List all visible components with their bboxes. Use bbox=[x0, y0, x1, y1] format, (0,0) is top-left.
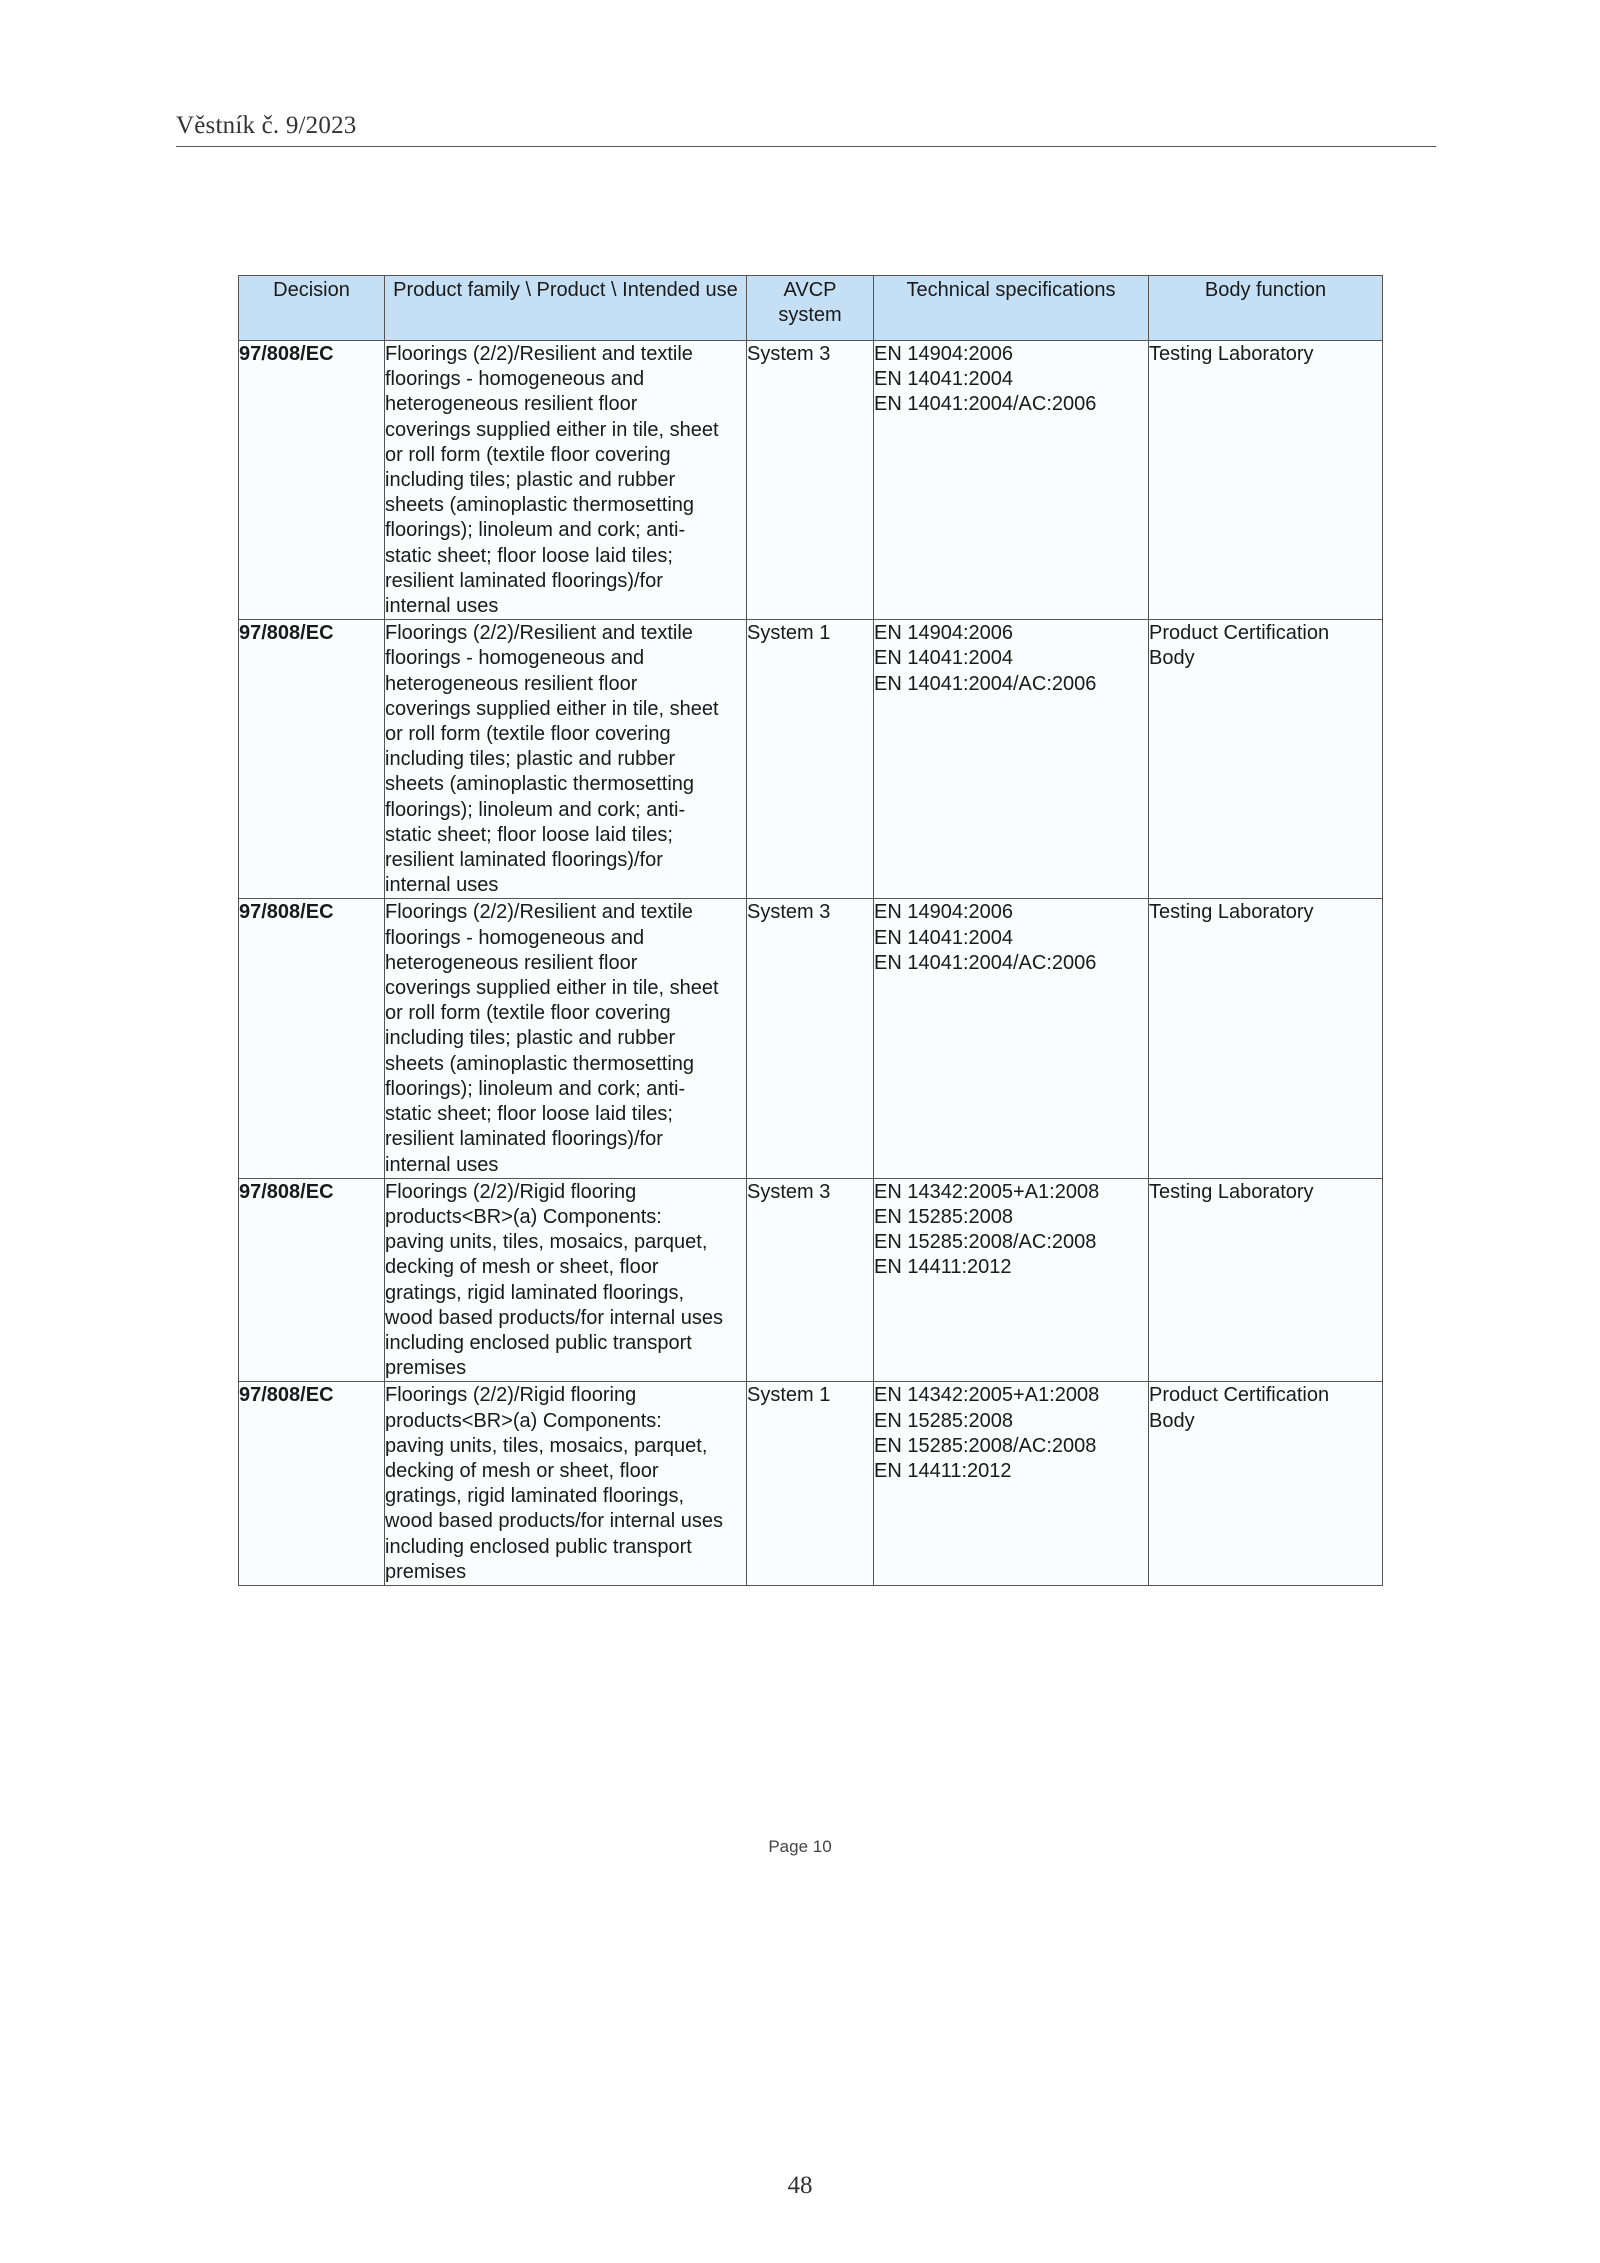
avcp-cell: System 3 bbox=[747, 1178, 874, 1382]
page-label: Page 10 bbox=[768, 1837, 832, 1856]
column-header-avcp: AVCP system bbox=[747, 276, 874, 341]
product-cell-line: floorings - homogeneous and bbox=[385, 368, 645, 391]
product-cell-line: Floorings (2/2)/Resilient and textile bbox=[385, 343, 693, 365]
product-cell-line: products<BR>(a) Components: bbox=[385, 1409, 662, 1432]
table-row bbox=[239, 1178, 1383, 1382]
product-cell-line: resilient laminated floorings)/for bbox=[385, 569, 663, 592]
specs-cell-line: EN 14411:2012 bbox=[874, 1256, 1012, 1279]
product-cell-line: floorings - homogeneous and bbox=[385, 647, 645, 670]
product-cell-line: sheets (aminoplastic thermosetting bbox=[385, 494, 695, 517]
table-body bbox=[239, 341, 1383, 1586]
body-function-cell-line: Testing Laboratory bbox=[1149, 343, 1314, 365]
column-header-product: Product family \ Product \ Intended use bbox=[385, 276, 747, 341]
product-cell bbox=[385, 341, 747, 620]
specs-cell-line: EN 14411:2012 bbox=[874, 1459, 1012, 1482]
product-cell-line: heterogeneous resilient floor bbox=[385, 393, 638, 416]
specs-cell-line: EN 14904:2006 bbox=[874, 901, 1014, 924]
decision-cell: 97/808/EC bbox=[239, 1178, 385, 1382]
product-cell-line: internal uses bbox=[385, 595, 499, 618]
body-function-cell bbox=[1149, 341, 1383, 620]
product-cell-line: static sheet; floor loose laid tiles; bbox=[385, 823, 673, 846]
specs-cell-line: EN 14041:2004 bbox=[874, 368, 1014, 391]
product-cell-line: premises bbox=[385, 1357, 467, 1380]
product-cell-line: coverings supplied either in tile, sheet bbox=[385, 977, 719, 1000]
product-cell bbox=[385, 1382, 747, 1586]
product-cell-line: sheets (aminoplastic thermosetting bbox=[385, 1052, 695, 1075]
product-cell-line: decking of mesh or sheet, floor bbox=[385, 1256, 659, 1279]
product-cell-line: Floorings (2/2)/Rigid flooring bbox=[385, 1180, 637, 1203]
body-function-cell bbox=[1149, 620, 1383, 899]
specs-cell bbox=[874, 1382, 1149, 1586]
header-rule bbox=[176, 146, 1436, 147]
specs-cell-line: EN 15285:2008/AC:2008 bbox=[874, 1434, 1097, 1457]
body-function-cell-line: Body bbox=[1149, 1409, 1195, 1432]
specs-cell bbox=[874, 1178, 1149, 1382]
table-row bbox=[239, 620, 1383, 899]
body-function-cell-line: Product Certification bbox=[1149, 622, 1330, 645]
product-cell-line: wood based products/for internal uses bbox=[385, 1306, 723, 1329]
body-function-cell bbox=[1149, 1178, 1383, 1382]
specs-cell-line: EN 15285:2008 bbox=[874, 1205, 1014, 1228]
specs-cell-line: EN 14904:2006 bbox=[874, 622, 1014, 645]
body-function-cell-line: Product Certification bbox=[1149, 1384, 1330, 1407]
page-number: 48 bbox=[787, 2172, 813, 2199]
standards-table bbox=[238, 275, 1383, 1586]
product-cell-line: products<BR>(a) Components: bbox=[385, 1205, 662, 1228]
product-cell bbox=[385, 620, 747, 899]
table-header-row bbox=[239, 276, 1383, 341]
specs-cell-line: EN 14041:2004/AC:2006 bbox=[874, 393, 1097, 416]
specs-cell-line: EN 14041:2004 bbox=[874, 647, 1014, 670]
specs-cell-line: EN 15285:2008 bbox=[874, 1409, 1014, 1432]
column-header-decision: Decision bbox=[239, 276, 385, 341]
product-cell-line: including tiles; plastic and rubber bbox=[385, 469, 676, 492]
body-function-cell-line: Testing Laboratory bbox=[1149, 1180, 1314, 1203]
product-cell-line: gratings, rigid laminated floorings, bbox=[385, 1281, 685, 1304]
specs-cell bbox=[874, 899, 1149, 1178]
product-cell-line: static sheet; floor loose laid tiles; bbox=[385, 1103, 673, 1126]
body-function-cell-line: Testing Laboratory bbox=[1149, 901, 1314, 924]
product-cell-line: static sheet; floor loose laid tiles; bbox=[385, 544, 673, 567]
product-cell-line: internal uses bbox=[385, 1153, 499, 1176]
column-header-body: Body function bbox=[1149, 276, 1383, 341]
product-cell-line: sheets (aminoplastic thermosetting bbox=[385, 773, 695, 796]
product-cell-line: including enclosed public transport bbox=[385, 1331, 692, 1354]
product-cell-line: paving units, tiles, mosaics, parquet, bbox=[385, 1231, 708, 1254]
product-cell-line: wood based products/for internal uses bbox=[385, 1510, 723, 1533]
product-cell-line: or roll form (textile floor covering bbox=[385, 1002, 671, 1025]
product-cell-line: premises bbox=[385, 1560, 467, 1583]
decision-cell: 97/808/EC bbox=[239, 899, 385, 1178]
specs-cell-line: EN 14342:2005+A1:2008 bbox=[874, 1384, 1100, 1407]
product-cell-line: internal uses bbox=[385, 874, 499, 897]
product-cell-line: decking of mesh or sheet, floor bbox=[385, 1459, 659, 1482]
body-function-cell-line: Body bbox=[1149, 647, 1195, 670]
decision-cell: 97/808/EC bbox=[239, 1382, 385, 1586]
product-cell-line: including tiles; plastic and rubber bbox=[385, 1027, 676, 1050]
product-cell-line: heterogeneous resilient floor bbox=[385, 672, 638, 695]
table-row bbox=[239, 899, 1383, 1178]
product-cell-line: floorings - homogeneous and bbox=[385, 926, 645, 949]
product-cell-line: Floorings (2/2)/Resilient and textile bbox=[385, 901, 693, 924]
avcp-cell: System 3 bbox=[747, 341, 874, 620]
running-header: Věstník č. 9/2023 bbox=[176, 112, 357, 139]
product-cell-line: paving units, tiles, mosaics, parquet, bbox=[385, 1434, 708, 1457]
table-row bbox=[239, 341, 1383, 620]
decision-cell: 97/808/EC bbox=[239, 341, 385, 620]
product-cell bbox=[385, 899, 747, 1178]
specs-cell-line: EN 14342:2005+A1:2008 bbox=[874, 1180, 1100, 1203]
product-cell-line: floorings); linoleum and cork; anti- bbox=[385, 519, 686, 542]
avcp-cell: System 3 bbox=[747, 899, 874, 1178]
table-row bbox=[239, 1382, 1383, 1586]
product-cell-line: or roll form (textile floor covering bbox=[385, 443, 671, 466]
avcp-cell: System 1 bbox=[747, 1382, 874, 1586]
product-cell-line: floorings); linoleum and cork; anti- bbox=[385, 798, 686, 821]
product-cell-line: coverings supplied either in tile, sheet bbox=[385, 697, 719, 720]
column-header-specs: Technical specifications bbox=[874, 276, 1149, 341]
product-cell-line: gratings, rigid laminated floorings, bbox=[385, 1485, 685, 1508]
product-cell-line: heterogeneous resilient floor bbox=[385, 951, 638, 974]
avcp-cell: System 1 bbox=[747, 620, 874, 899]
product-cell-line: resilient laminated floorings)/for bbox=[385, 849, 663, 872]
product-cell-line: resilient laminated floorings)/for bbox=[385, 1128, 663, 1151]
body-function-cell bbox=[1149, 899, 1383, 1178]
specs-cell-line: EN 15285:2008/AC:2008 bbox=[874, 1231, 1097, 1254]
product-cell-line: including enclosed public transport bbox=[385, 1535, 692, 1558]
product-cell-line: Floorings (2/2)/Resilient and textile bbox=[385, 622, 693, 645]
body-function-cell bbox=[1149, 1382, 1383, 1586]
product-cell-line: coverings supplied either in tile, sheet bbox=[385, 418, 719, 441]
product-cell-line: floorings); linoleum and cork; anti- bbox=[385, 1077, 686, 1100]
specs-cell bbox=[874, 341, 1149, 620]
specs-cell-line: EN 14041:2004/AC:2006 bbox=[874, 951, 1097, 974]
specs-cell bbox=[874, 620, 1149, 899]
product-cell bbox=[385, 1178, 747, 1382]
decision-cell: 97/808/EC bbox=[239, 620, 385, 899]
product-cell-line: including tiles; plastic and rubber bbox=[385, 748, 676, 771]
specs-cell-line: EN 14041:2004 bbox=[874, 926, 1014, 949]
specs-cell-line: EN 14904:2006 bbox=[874, 343, 1014, 365]
product-cell-line: or roll form (textile floor covering bbox=[385, 723, 671, 746]
product-cell-line: Floorings (2/2)/Rigid flooring bbox=[385, 1384, 637, 1407]
specs-cell-line: EN 14041:2004/AC:2006 bbox=[874, 672, 1097, 695]
